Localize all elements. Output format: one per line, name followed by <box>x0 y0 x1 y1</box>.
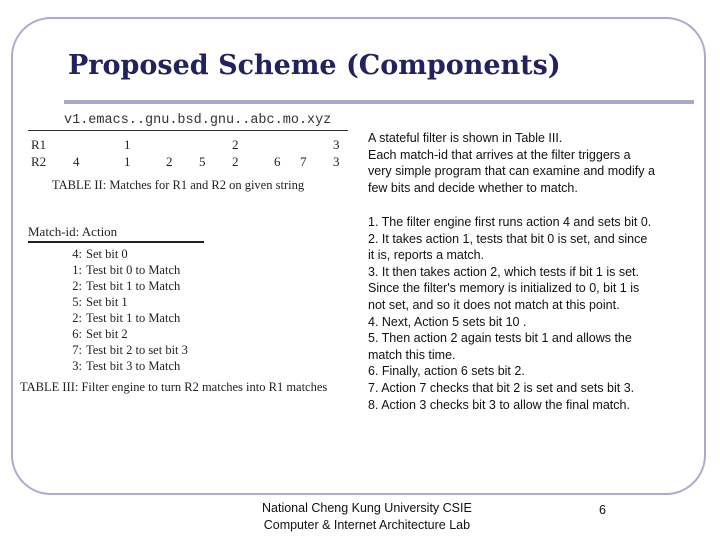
table2-cell: 2 <box>166 154 173 169</box>
table3-row: 1: Test bit 0 to Match <box>72 263 181 277</box>
step-line: not set, and so it does not match at this point. <box>368 297 620 312</box>
footer-line2: Computer & Internet Architecture Lab <box>263 518 471 532</box>
table2-string: v1.emacs..gnu.bsd.gnu..abc.mo.xyz <box>64 113 332 128</box>
step-line: it is, reports a match. <box>368 248 485 263</box>
step-line: match this time. <box>368 347 456 362</box>
step-line: 7. Action 7 checks that bit 2 is set and sets bit 3. <box>368 380 635 395</box>
table3-header: Match-id: Action <box>28 224 118 239</box>
table3-row: 6: Set bit 2 <box>72 327 128 341</box>
table3-row: 7: Test bit 2 to set bit 3 <box>72 343 188 357</box>
step-line: 6. Finally, action 6 sets bit 2. <box>368 364 525 379</box>
footer <box>262 500 472 534</box>
steps-paragraph <box>368 214 696 413</box>
table2-cell: 6 <box>274 154 281 169</box>
table2-caption: TABLE II: Matches for R1 and R2 on given string <box>52 178 305 192</box>
table2-cell: 2 <box>232 137 239 152</box>
step-line: 8. Action 3 checks bit 3 to allow the final match. <box>368 397 630 412</box>
step-line: 5. Then action 2 again tests bit 1 and allows the <box>368 331 632 346</box>
title-underline <box>64 100 694 104</box>
step-line: 3. It then takes action 2, which tests if bit 1 is set. <box>368 264 639 279</box>
table2-cell: 7 <box>300 154 307 169</box>
table3-row: 3: Test bit 3 to Match <box>72 359 181 373</box>
slide-title: Proposed Scheme (Components) <box>68 50 561 81</box>
step-line: 4. Next, Action 5 sets bit 10 . <box>368 314 527 329</box>
step-line: 2. It takes action 1, tests that bit 0 is set, and since <box>368 231 648 246</box>
table2-cell: 1 <box>124 137 131 152</box>
table3-row: 4: Set bit 0 <box>72 247 128 261</box>
table2-cell: 4 <box>73 154 80 169</box>
table2-cell: 3 <box>333 154 340 169</box>
table2-cell: 2 <box>232 154 239 169</box>
step-line: Since the filter's memory is initialized to 0, bit 1 is <box>368 281 640 296</box>
intro-line: very simple program that can examine and modify a <box>368 164 655 179</box>
table3-row: 2: Test bit 1 to Match <box>72 311 181 325</box>
table3-row: 5: Set bit 1 <box>72 295 128 309</box>
table2-cell: 1 <box>124 154 131 169</box>
intro-line: A stateful filter is shown in Table III. <box>368 131 563 145</box>
table3-caption: TABLE III: Filter engine to turn R2 matches into R1 matches <box>20 380 328 394</box>
table2-cell: 3 <box>333 137 340 152</box>
table2-row-label: R1 <box>31 137 47 152</box>
table2-row-r1 <box>28 137 348 153</box>
intro-paragraph <box>368 130 696 196</box>
table2-rule <box>28 130 348 131</box>
intro-line: Each match-id that arrives at the filter triggers a <box>368 147 631 162</box>
footer-line1: National Cheng Kung University CSIE <box>262 501 472 515</box>
table3-row: 2: Test bit 1 to Match <box>72 279 181 293</box>
table3-rows <box>64 246 188 374</box>
table2-row-label: R2 <box>31 154 47 169</box>
table2-row-r2 <box>28 154 348 170</box>
intro-line: few bits and decide whether to match. <box>368 180 578 195</box>
page-number: 6 <box>599 503 606 517</box>
table2-cell: 5 <box>199 154 206 169</box>
step-line: 1. The filter engine first runs action 4 and sets bit 0. <box>368 215 652 229</box>
table3-rule <box>28 241 204 243</box>
